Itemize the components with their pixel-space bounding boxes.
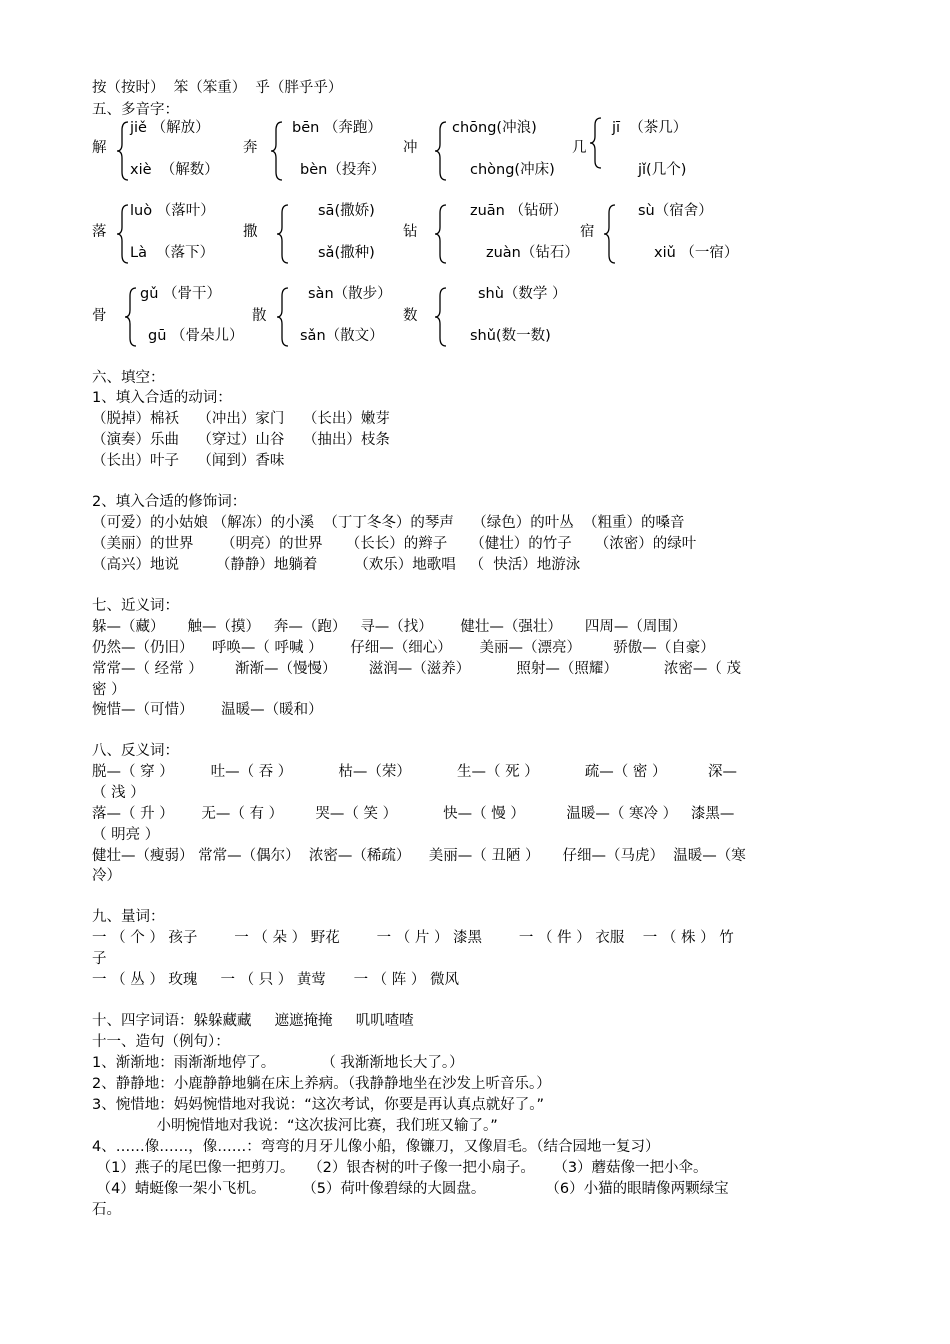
section11-line: 2、静静地：小鹿静静地躺在床上养病。（我静静地坐在沙发上听音乐。）	[92, 1076, 551, 1092]
poly-reading-sa-1: sā(撒娇)	[318, 203, 375, 219]
section8-line: 健壮—（瘦弱） 常常—（偶尔） 浓密—（稀疏） 美丽—（ 丑陋 ） 仔细—（马虎） 温暖—（寒	[92, 848, 746, 864]
section6-sub1-line: （脱掉）棉袄 （冲出）家门 （长出）嫩芽	[92, 411, 390, 427]
poly-char-chong: 冲	[403, 140, 418, 156]
poly-reading-chong-1: chōng(冲浪)	[452, 120, 537, 136]
poly-reading-ji-2: jǐ(几个)	[638, 162, 687, 178]
section6-sub2-line: （高兴）地说 （静静）地躺着 （欢乐）地歌唱 （ 快活）地游泳	[92, 557, 581, 573]
section6-sub1-heading: 1、填入合适的动词：	[92, 390, 232, 406]
section7-line: 常常—（ 经常 ） 渐渐—（慢慢） 滋润—（滋养） 照射—（照耀） 浓密—（ 茂	[92, 661, 742, 677]
brace-san	[276, 286, 290, 348]
section6-heading: 六、填空：	[92, 370, 165, 386]
section7-line: 密 ）	[92, 682, 126, 698]
poly-char-luo: 落	[92, 224, 107, 240]
brace-shu	[434, 286, 448, 348]
section5-heading: 五、多音字：	[92, 102, 179, 118]
section11-line: 3、惋惜地：妈妈惋惜地对我说：“这次考试，你要是再认真点就好了。”	[92, 1097, 544, 1113]
brace-sa	[276, 203, 290, 265]
section11-line: 石。	[92, 1202, 121, 1218]
poly-reading-gu-2: gū （骨朵儿）	[148, 328, 244, 344]
brace-su	[603, 203, 617, 265]
poly-char-zuan: 钻	[403, 224, 418, 240]
section8-line: （ 明亮 ）	[92, 827, 160, 843]
section9-heading: 九、量词：	[92, 909, 165, 925]
section7-line: 惋惜—（可惜） 温暖—（暖和）	[92, 702, 323, 718]
brace-gu	[124, 286, 138, 348]
section9-line: 一 （ 丛 ） 玫瑰 一 （ 只 ） 黄莺 一 （ 阵 ） 微风	[92, 972, 460, 988]
top-line: 按（按时） 笨（笨重） 乎（胖乎乎）	[92, 80, 343, 96]
section9-line: 一 （ 个 ） 孩子 一 （ 朵 ） 野花 一 （ 片 ） 漆黑 一 （ 件 ） 衣服 一 （ 株 ） 竹	[92, 930, 734, 946]
section8-heading: 八、反义词：	[92, 743, 179, 759]
poly-reading-ji-1: jī （茶几）	[612, 120, 688, 136]
poly-reading-zuan-1: zuān （钻研）	[470, 203, 568, 219]
section6-sub2-line: （可爱）的小姑娘 （解冻）的小溪 （丁丁冬冬）的琴声 （绿色）的叶丛 （粗重）的嗓音	[92, 515, 685, 531]
section11-line: 4、……像……，像……：弯弯的月牙儿像小船，像镰刀，又像眉毛。（结合园地一复习）	[92, 1139, 660, 1155]
brace-luo	[116, 203, 130, 265]
section11-line: 小明惋惜地对我说：“这次拔河比赛，我们班又输了。”	[92, 1118, 498, 1134]
section10-line: 十、四字词语：躲躲藏藏 遮遮掩掩 叽叽喳喳	[92, 1013, 414, 1029]
poly-char-su: 宿	[580, 224, 595, 240]
poly-reading-san-2: sǎn（散文）	[300, 328, 384, 344]
brace-ji	[589, 116, 603, 170]
poly-reading-san-1: sàn（散步）	[308, 286, 392, 302]
poly-reading-shu-2: shǔ(数一数)	[470, 328, 551, 344]
poly-reading-zuan-2: zuàn（钻石）	[486, 245, 579, 261]
brace-ben	[270, 120, 284, 182]
section11-line: （1）燕子的尾巴像一把剪刀。 （2）银杏树的叶子像一把小扇子。 （3）蘑菇像一把小伞。	[92, 1160, 708, 1176]
section8-line: 冷）	[92, 868, 121, 884]
brace-chong	[434, 120, 448, 182]
poly-reading-jie-2: xiè （解数）	[130, 162, 219, 178]
poly-char-ben: 奔	[243, 140, 258, 156]
section11-line: （4）蜻蜓像一架小飞机。 （5）荷叶像碧绿的大圆盘。 （6）小猫的眼睛像两颗绿宝	[92, 1181, 729, 1197]
poly-reading-sa-2: sǎ(撒种)	[318, 245, 375, 261]
section11-heading: 十一、造句（例句）：	[92, 1034, 230, 1050]
poly-char-san: 散	[252, 308, 267, 324]
section7-line: 仍然—（仍旧） 呼唤—（ 呼喊 ） 仔细—（细心） 美丽—（漂亮） 骄傲—（自豪）	[92, 640, 715, 656]
section11-line: 1、渐渐地：雨渐渐地停了。 （ 我渐渐地长大了。）	[92, 1055, 464, 1071]
poly-reading-shu-1: shù（数学 ）	[478, 286, 567, 302]
section6-sub2-line: （美丽）的世界 （明亮）的世界 （长长）的辫子 （健壮）的竹子 （浓密）的绿叶	[92, 536, 697, 552]
section6-sub2-heading: 2、填入合适的修饰词：	[92, 494, 247, 510]
section8-line: 脱—（ 穿 ） 吐—（ 吞 ） 枯—（荣） 生—（ 死 ） 疏—（ 密 ） 深—	[92, 764, 737, 780]
section9-line: 子	[92, 951, 107, 967]
poly-reading-jie-1: jiě （解放）	[130, 120, 210, 136]
section8-line: 落—（ 升 ） 无—（ 有 ） 哭—（ 笑 ） 快—（ 慢 ） 温暖—（ 寒冷 ） 漆黑—	[92, 806, 735, 822]
poly-char-shu: 数	[403, 308, 418, 324]
section8-line: （ 浅 ）	[92, 785, 145, 801]
poly-reading-luo-2: Là （落下）	[130, 245, 215, 261]
poly-reading-gu-1: gǔ （骨干）	[140, 286, 222, 302]
poly-reading-ben-1: bēn （奔跑）	[292, 120, 382, 136]
section7-heading: 七、近义词：	[92, 598, 179, 614]
poly-char-ji: 几	[572, 140, 587, 156]
brace-jie	[116, 120, 130, 182]
poly-char-jie: 解	[92, 140, 107, 156]
section7-line: 躲—（藏） 触—（摸） 奔—（跑） 寻—（找） 健壮—（强壮） 四周—（周围）	[92, 619, 687, 635]
brace-zuan	[434, 203, 448, 265]
section6-sub1-line: （演奏）乐曲 （穿过）山谷 （抽出）枝条	[92, 432, 390, 448]
poly-char-gu: 骨	[92, 308, 107, 324]
poly-reading-su-2: xiǔ （一宿）	[654, 245, 739, 261]
poly-reading-luo-1: luò （落叶）	[130, 203, 215, 219]
section6-sub1-line: （长出）叶子 （闻到）香味	[92, 453, 285, 469]
poly-reading-ben-2: bèn（投奔）	[300, 162, 386, 178]
poly-reading-chong-2: chòng(冲床)	[470, 162, 555, 178]
poly-char-sa: 撒	[243, 224, 258, 240]
poly-reading-su-1: sù（宿舍）	[638, 203, 713, 219]
